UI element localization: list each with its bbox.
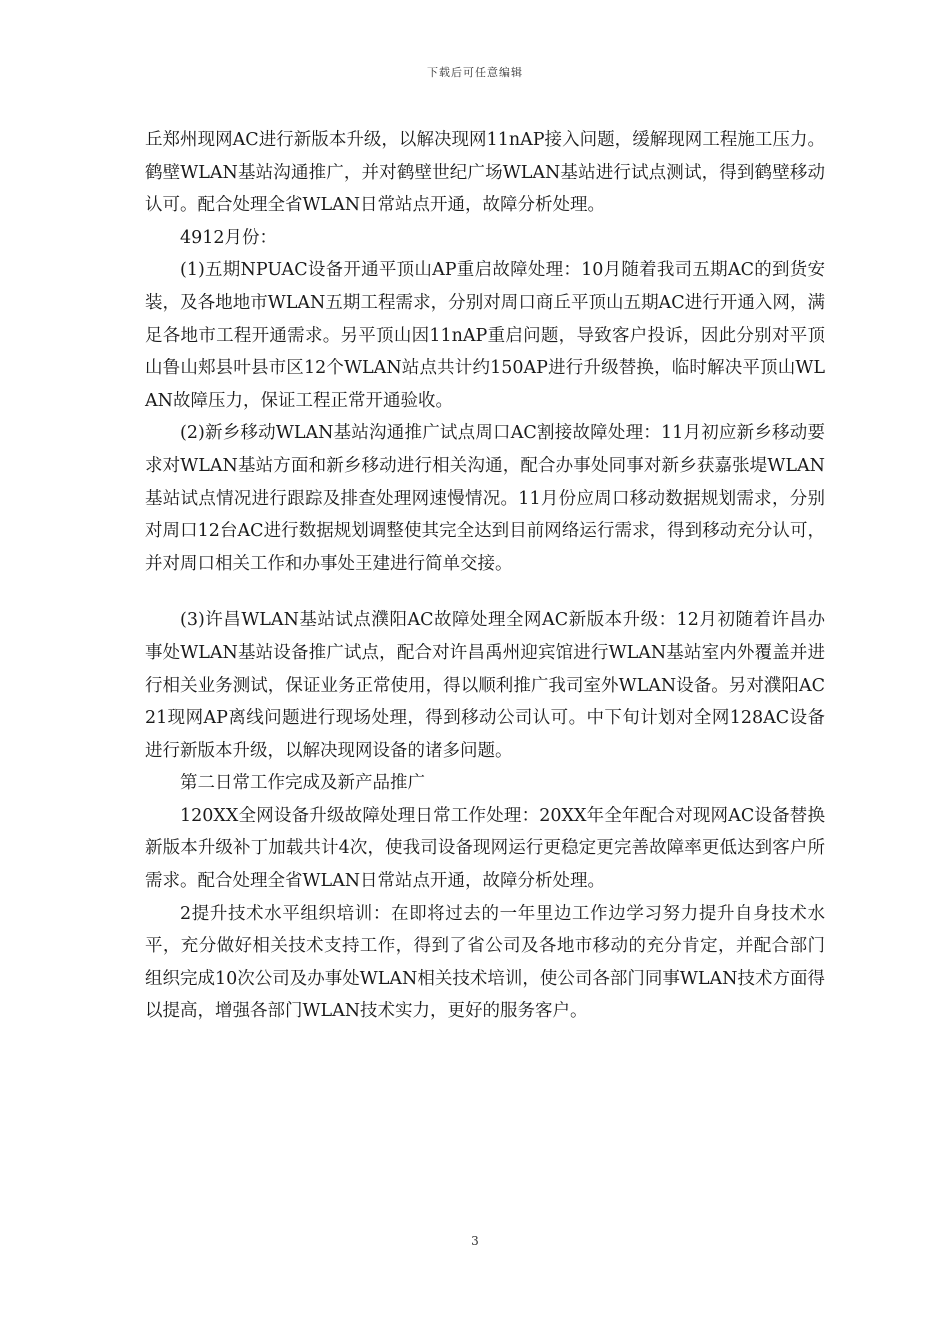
- paragraph-month-heading: 4912月份：: [180, 227, 278, 248]
- paragraph-continuation: 丘郑州现网AC进行新版本升级，以解决现网11nAP接入问题，缓解现网工程施工压力。鹤壁WLAN基站沟通推广，并对鹤壁世纪广场WLAN基站进行试点测试，得到鹤壁移动认可。配合处理全省WLAN日常站点开通，故障分析处理。: [145, 130, 825, 216]
- page-header: 下载后可任意编辑: [427, 66, 523, 79]
- section-heading: 第二日常工作完成及新产品推广: [180, 773, 425, 794]
- paragraph-spacer: [145, 580, 825, 604]
- paragraph-work-1: 120XX全网设备升级故障处理日常工作处理：20XX年全年配合对现网AC设备替换新版本升级补丁加载共计4次，使我司设备现网运行更稳定更完善故障率更低达到客户所需求。配合处理全省WLAN日常站点开通，故障分析处理。: [145, 805, 825, 892]
- document-body: [145, 124, 825, 1028]
- paragraph-item-1: (1)五期NPUAC设备开通平顶山AP重启故障处理：10月随着我司五期AC的到货安装，及各地地市WLAN五期工程需求，分别对周口商丘平顶山五期AC进行开通入网，满足各地市工程开通需求。另平顶山因11nAP重启问题，导致客户投诉，因此分别对平顶山鲁山郏县叶县市区12个WLAN站点共计约150AP进行升级替换，临时解决平顶山WLAN故障压力，保证工程正常开通验收。: [145, 260, 825, 411]
- page-number: 3: [471, 1234, 479, 1248]
- paragraph-item-2: (2)新乡移动WLAN基站沟通推广试点周口AC割接故障处理：11月初应新乡移动要求对WLAN基站方面和新乡移动进行相关沟通，配合办事处同事对新乡获嘉张堤WLAN基站试点情况进行跟踪及排查处理网速慢情况。11月份应周口移动数据规划需求，分别对周口12台AC进行数据规划调整使其完全达到目前网络运行需求，得到移动充分认可，并对周口相关工作和办事处王建进行简单交接。: [145, 423, 825, 574]
- paragraph-item-3: (3)许昌WLAN基站试点濮阳AC故障处理全网AC新版本升级：12月初随着许昌办事处WLAN基站设备推广试点，配合对许昌禹州迎宾馆进行WLAN基站室内外覆盖并进行相关业务测试，保证业务正常使用，得以顺利推广我司室外WLAN设备。另对濮阳AC21现网AP离线问题进行现场处理，得到移动公司认可。中下旬计划对全网128AC设备进行新版本升级，以解决现网设备的诸多问题。: [145, 610, 825, 761]
- paragraph-work-2: 2提升技术水平组织培训：在即将过去的一年里边工作边学习努力提升自身技术水平，充分做好相关技术支持工作，得到了省公司及各地市移动的充分肯定，并配合部门组织完成10次公司及办事处WLAN相关技术培训，使公司各部门同事WLAN技术方面得以提高，增强各部门WLAN技术实力，更好的服务客户。: [145, 903, 825, 1022]
